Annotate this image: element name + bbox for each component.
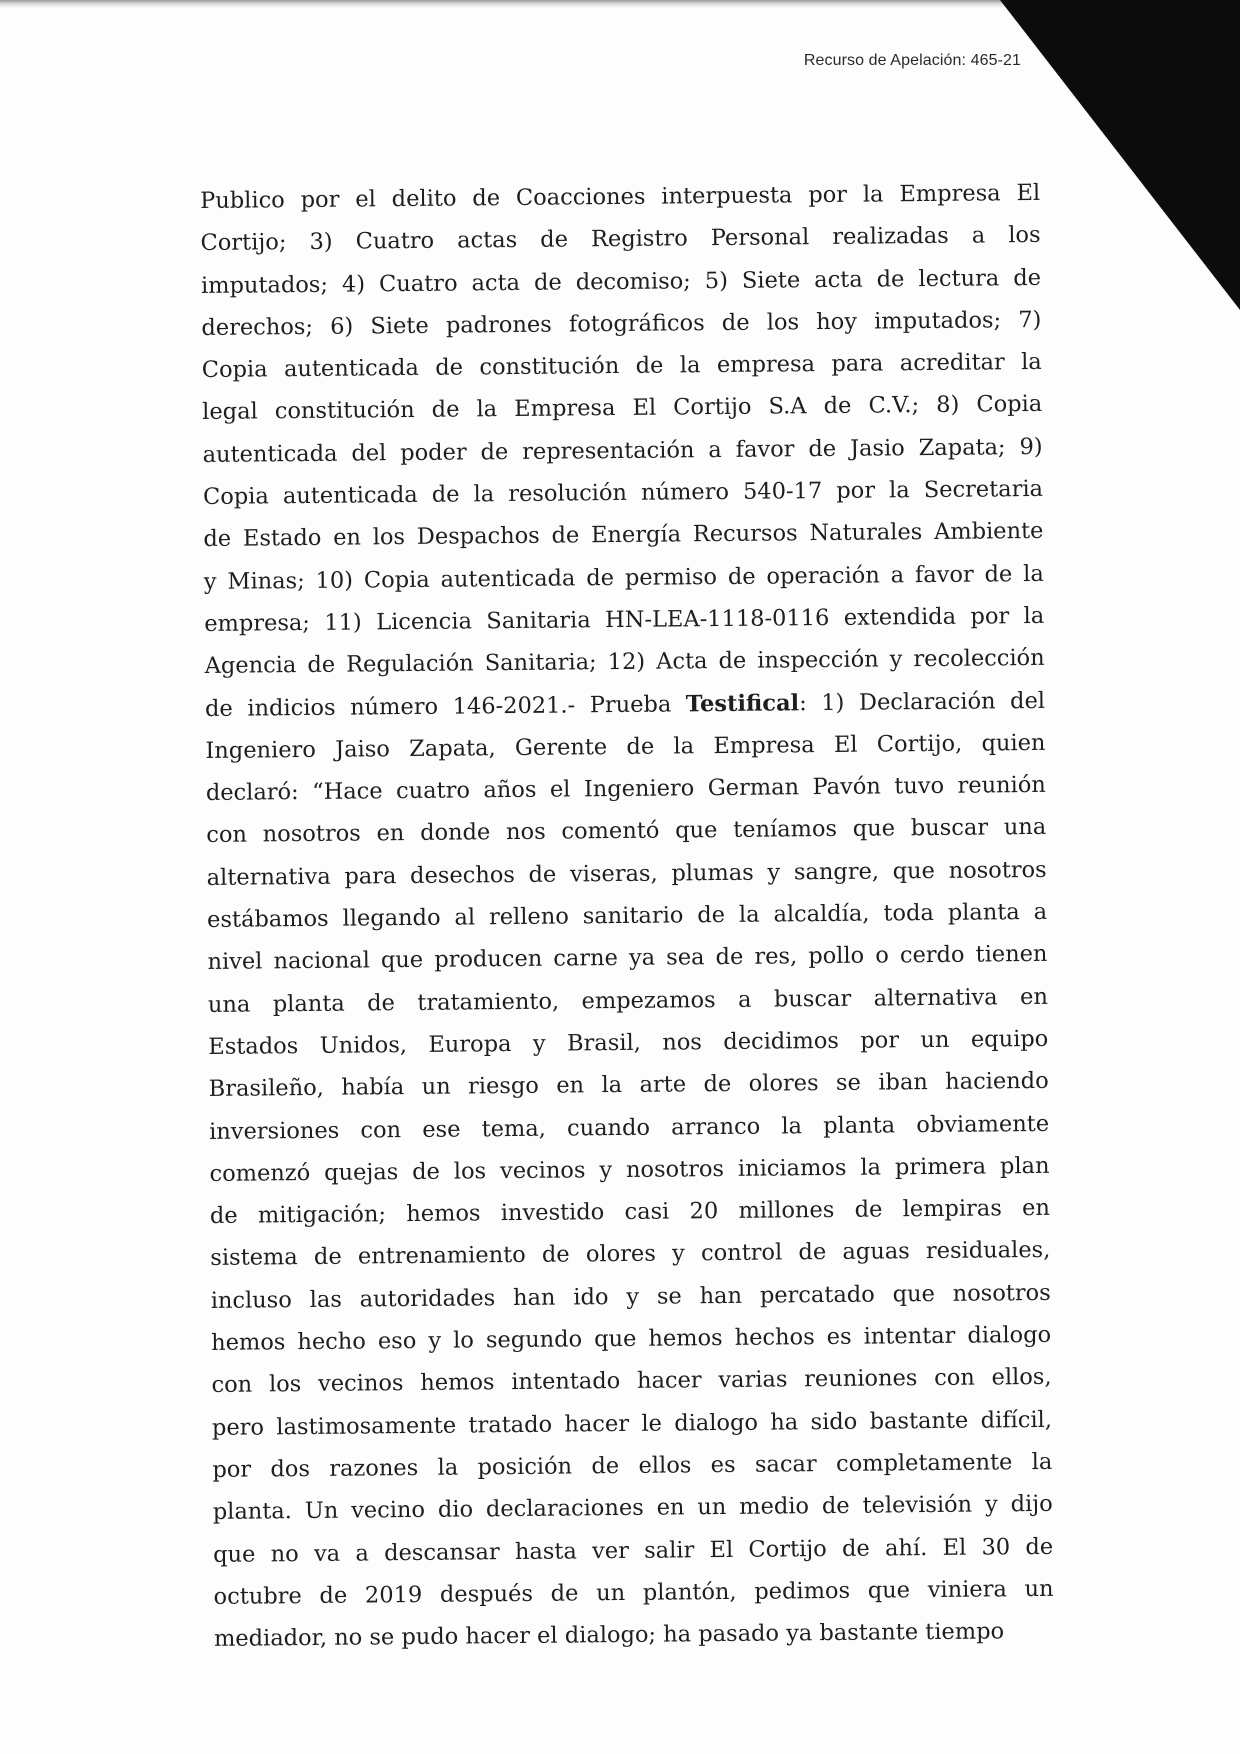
text-line: Copia autenticada de constitución de la empresa para acreditar la: [201, 349, 1042, 384]
text-line: una planta de tratamiento, empezamos a buscar alternativa en: [207, 983, 1049, 1018]
text-line: legal constitución de la Empresa El Cortijo S.A de C.V.; 8) Copia: [202, 391, 1043, 426]
text-line: planta. Un vecino dio declaraciones en un medio de televisión y dijo: [212, 1491, 1053, 1526]
text-line: Publico por el delito de Coacciones interpuesta por la Empresa El: [200, 179, 1041, 214]
text-segment: : 1) Declaración del: [799, 687, 1046, 716]
text-line: alternativa para desechos de viseras, plumas y sangre, que nosotros: [206, 856, 1047, 891]
text-line: y Minas; 10) Copia autenticada de permiso de operación a favor de la: [203, 560, 1044, 595]
text-line: Estados Unidos, Europa y Brasil, nos decidimos por un equipo: [208, 1025, 1049, 1060]
text-line: Copia autenticada de la resolución número 540-17 por la Secretaria: [202, 476, 1044, 511]
case-reference-header: Recurso de Apelación: 465-21: [803, 52, 1021, 69]
text-line: de Estado en los Despachos de Energía Recursos Naturales Ambiente: [203, 518, 1044, 553]
text-line: Cortijo; 3) Cuatro actas de Registro Personal realizadas a los: [200, 222, 1041, 257]
text-line: de mitigación; hemos investido casi 20 millones de lempiras en: [209, 1195, 1051, 1230]
text-line: Brasileño, había un riesgo en la arte de olores se iban haciendo: [208, 1068, 1049, 1103]
text-line: derechos; 6) Siete padrones fotográficos de los hoy imputados; 7): [201, 306, 1042, 341]
text-line: octubre de 2019 después de un plantón, pedimos que viniera un: [213, 1575, 1054, 1610]
document-body-text: [200, 172, 1054, 1660]
text-line: pero lastimosamente tratado hacer le dialogo ha sido bastante difícil,: [211, 1406, 1053, 1441]
text-line: inversiones con ese tema, cuando arranco la planta obviamente: [209, 1110, 1050, 1145]
text-line: por dos razones la posición de ellos es sacar completamente la: [212, 1448, 1053, 1483]
text-line: con los vecinos hemos intentado hacer varias reuniones con ellos,: [211, 1364, 1052, 1399]
text-line: sistema de entrenamiento de olores y control de aguas residuales,: [210, 1237, 1051, 1272]
text-line: incluso las autoridades han ido y se han percatado que nosotros: [210, 1279, 1051, 1314]
text-line: empresa; 11) Licencia Sanitaria HN-LEA-1118-0116 extendida por la: [204, 602, 1045, 637]
text-line: que no va a descansar hasta ver salir El Cortijo de ahí. El 30 de: [213, 1533, 1054, 1568]
text-line: estábamos llegando al relleno sanitario de la alcaldía, toda planta a: [206, 898, 1048, 934]
text-line: imputados; 4) Cuatro acta de decomiso; 5) Siete acta de lectura de: [200, 264, 1042, 299]
text-line: autenticada del poder de representación a favor de Jasio Zapata; 9): [202, 433, 1043, 468]
text-line: mediador, no se pudo hacer el dialogo; ha pasado ya bastante tiempo: [213, 1618, 1005, 1653]
text-line: Ingeniero Jaiso Zapata, Gerente de la Empresa El Cortijo, quien: [205, 729, 1046, 764]
text-line: declaró: “Hace cuatro años el Ingeniero German Pavón tuvo reunión: [205, 772, 1046, 807]
text-segment: de indicios número 146-2021.- Prueba: [204, 690, 686, 722]
text-line: nivel nacional que producen carne ya sea de res, pollo o cerdo tienen: [207, 941, 1048, 976]
text-line: con nosotros en donde nos comentó que teníamos que buscar una: [206, 814, 1047, 849]
bold-term: Testifical: [685, 689, 800, 717]
text-line: hemos hecho eso y lo segundo que hemos hechos es intentar dialogo: [211, 1321, 1052, 1356]
text-line: Agencia de Regulación Sanitaria; 12) Acta de inspección y recolección: [204, 645, 1045, 680]
text-line: comenzó quejas de los vecinos y nosotros iniciamos la primera plan: [209, 1152, 1050, 1187]
